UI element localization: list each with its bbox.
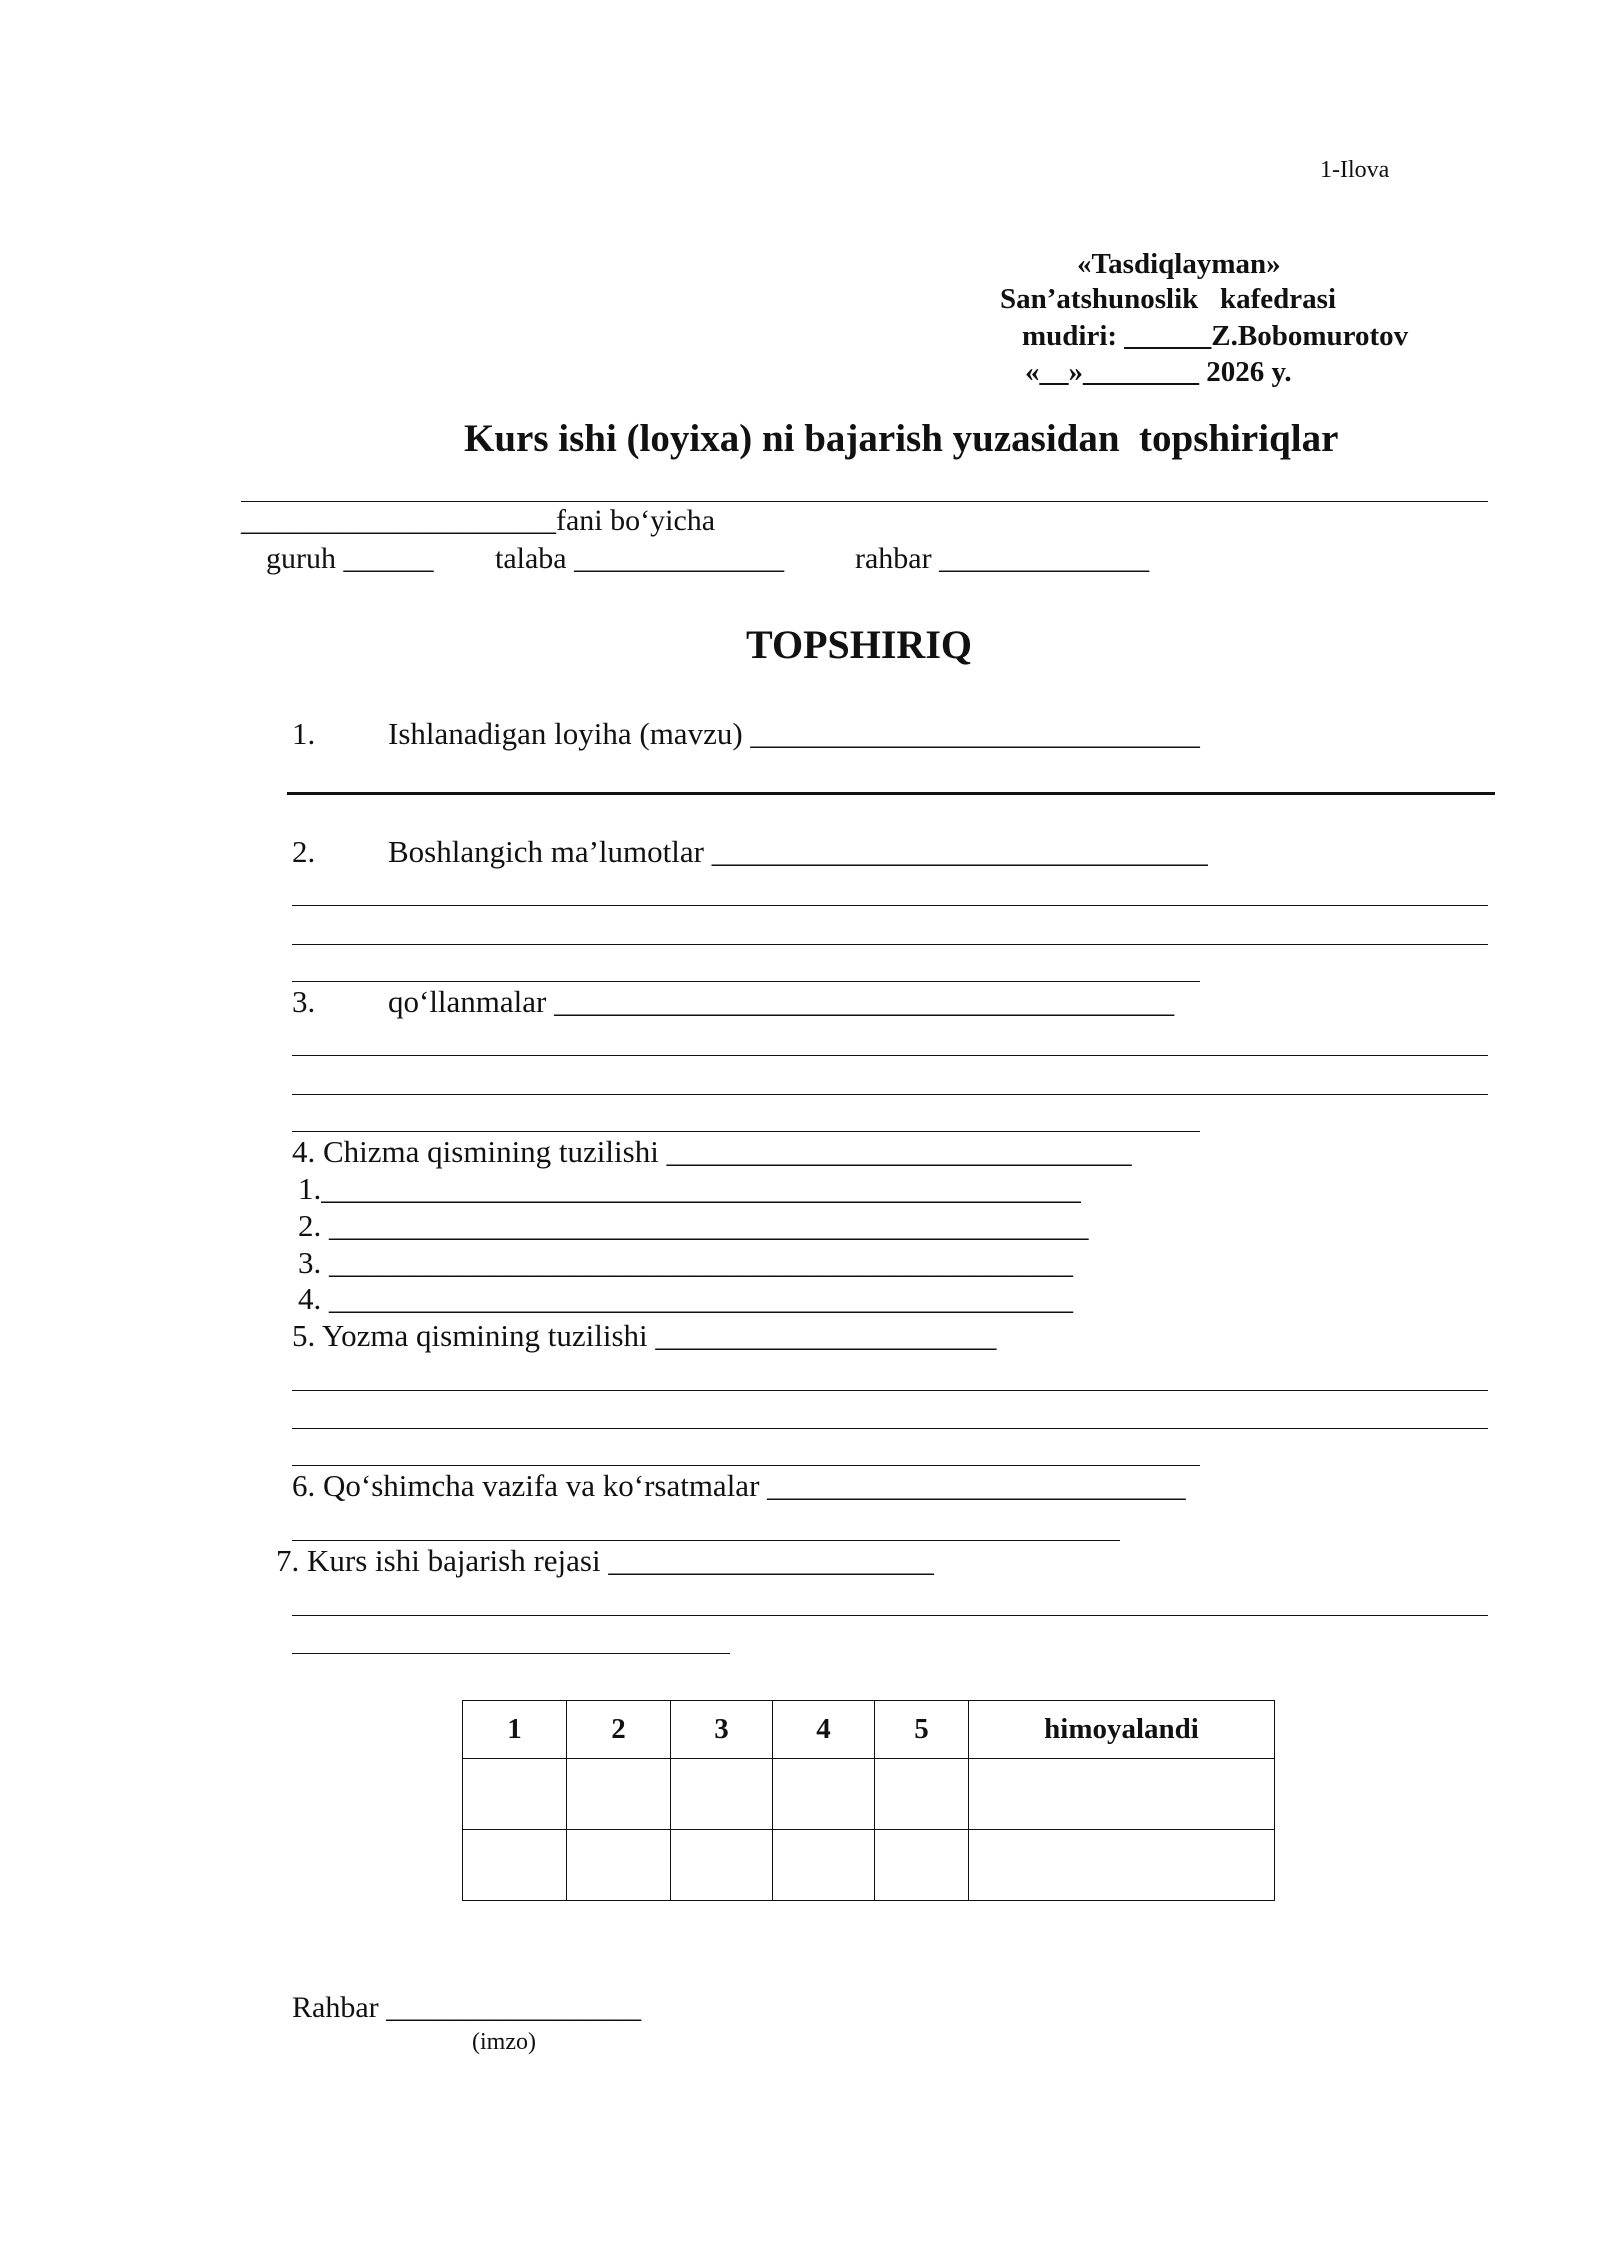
grade-table-header-row [463, 1701, 1275, 1759]
section-title: TOPSHIRIQ [746, 622, 972, 667]
item4-sub4: 4. ________________________________________________ [298, 1281, 1073, 1316]
appendix-label: 1-Ilova [1320, 157, 1390, 183]
item5-rule [292, 1390, 1488, 1391]
item3-rule [292, 1131, 1200, 1132]
subject-rule [241, 501, 1488, 502]
grade-cell [773, 1830, 875, 1901]
item1-label: Ishlanadigan loyiha (mavzu) _____________________________ [388, 716, 1200, 751]
approval-heading: «Tasdiqlayman» [1077, 248, 1281, 280]
signature-line: Rahbar _________________ [292, 1991, 642, 2024]
item1-rule [287, 792, 1495, 795]
group-field: guruh ______ [266, 542, 434, 575]
item6-rule [292, 1540, 1120, 1541]
page-title: Kurs ishi (loyixa) ni bajarish yuzasidan topshiriqlar [464, 417, 1339, 460]
item5-label: 5. Yozma qismining tuzilishi ______________________ [292, 1318, 997, 1353]
item2-rule [292, 981, 1200, 982]
grade-header-cell: himoyalandi [969, 1701, 1275, 1759]
grade-cell [463, 1830, 567, 1901]
grade-header-cell: 2 [567, 1701, 671, 1759]
grade-cell [671, 1830, 773, 1901]
grade-cell [875, 1830, 969, 1901]
grade-cell [567, 1830, 671, 1901]
grade-cell [671, 1759, 773, 1830]
item1-number: 1. [292, 716, 316, 751]
item4-sub3: 3. ________________________________________________ [298, 1245, 1073, 1280]
supervisor-field: rahbar ______________ [855, 542, 1150, 575]
grade-table-row [463, 1759, 1275, 1830]
item3-number: 3. [292, 984, 316, 1019]
item2-label: Boshlangich ma’lumotlar ________________________________ [388, 834, 1208, 869]
grade-cell [969, 1759, 1275, 1830]
grade-cell [567, 1759, 671, 1830]
item6-label: 6. Qo‘shimcha vazifa va ko‘rsatmalar ___________________________ [292, 1468, 1186, 1503]
item7-rule [292, 1653, 730, 1654]
item4-sub2: 2. _________________________________________________ [298, 1208, 1089, 1243]
grade-table [462, 1700, 1275, 1901]
approval-department: San’atshunoslik kafedrasi [1000, 283, 1337, 315]
grade-cell [969, 1830, 1275, 1901]
item4-sub1: 1._________________________________________________ [298, 1171, 1081, 1206]
grade-table-row [463, 1830, 1275, 1901]
grade-cell [773, 1759, 875, 1830]
grade-header-cell: 1 [463, 1701, 567, 1759]
item2-number: 2. [292, 834, 316, 869]
item7-rule [292, 1615, 1488, 1616]
signature-caption: (imzo) [472, 2029, 536, 2055]
grade-header-cell: 5 [875, 1701, 969, 1759]
item2-rule [292, 944, 1488, 945]
student-field: talaba ______________ [495, 542, 785, 575]
grade-cell [463, 1759, 567, 1830]
item3-rule [292, 1055, 1488, 1056]
item5-rule [292, 1465, 1200, 1466]
item4-label: 4. Chizma qismining tuzilishi ______________________________ [292, 1134, 1132, 1169]
subject-line: _____________________fani bo‘yicha [241, 504, 716, 537]
approval-date: «__»________ 2026 y. [1025, 356, 1292, 388]
grade-cell [875, 1759, 969, 1830]
approval-head: mudiri: ______Z.Bobomurotov [1022, 320, 1409, 352]
grade-header-cell: 4 [773, 1701, 875, 1759]
item3-label: qo‘llanmalar ________________________________________ [388, 984, 1175, 1019]
item2-rule [292, 905, 1488, 906]
grade-header-cell: 3 [671, 1701, 773, 1759]
item7-label: 7. Kurs ishi bajarish rejasi _____________________ [276, 1543, 934, 1578]
item5-rule [292, 1428, 1488, 1429]
item3-rule [292, 1094, 1488, 1095]
